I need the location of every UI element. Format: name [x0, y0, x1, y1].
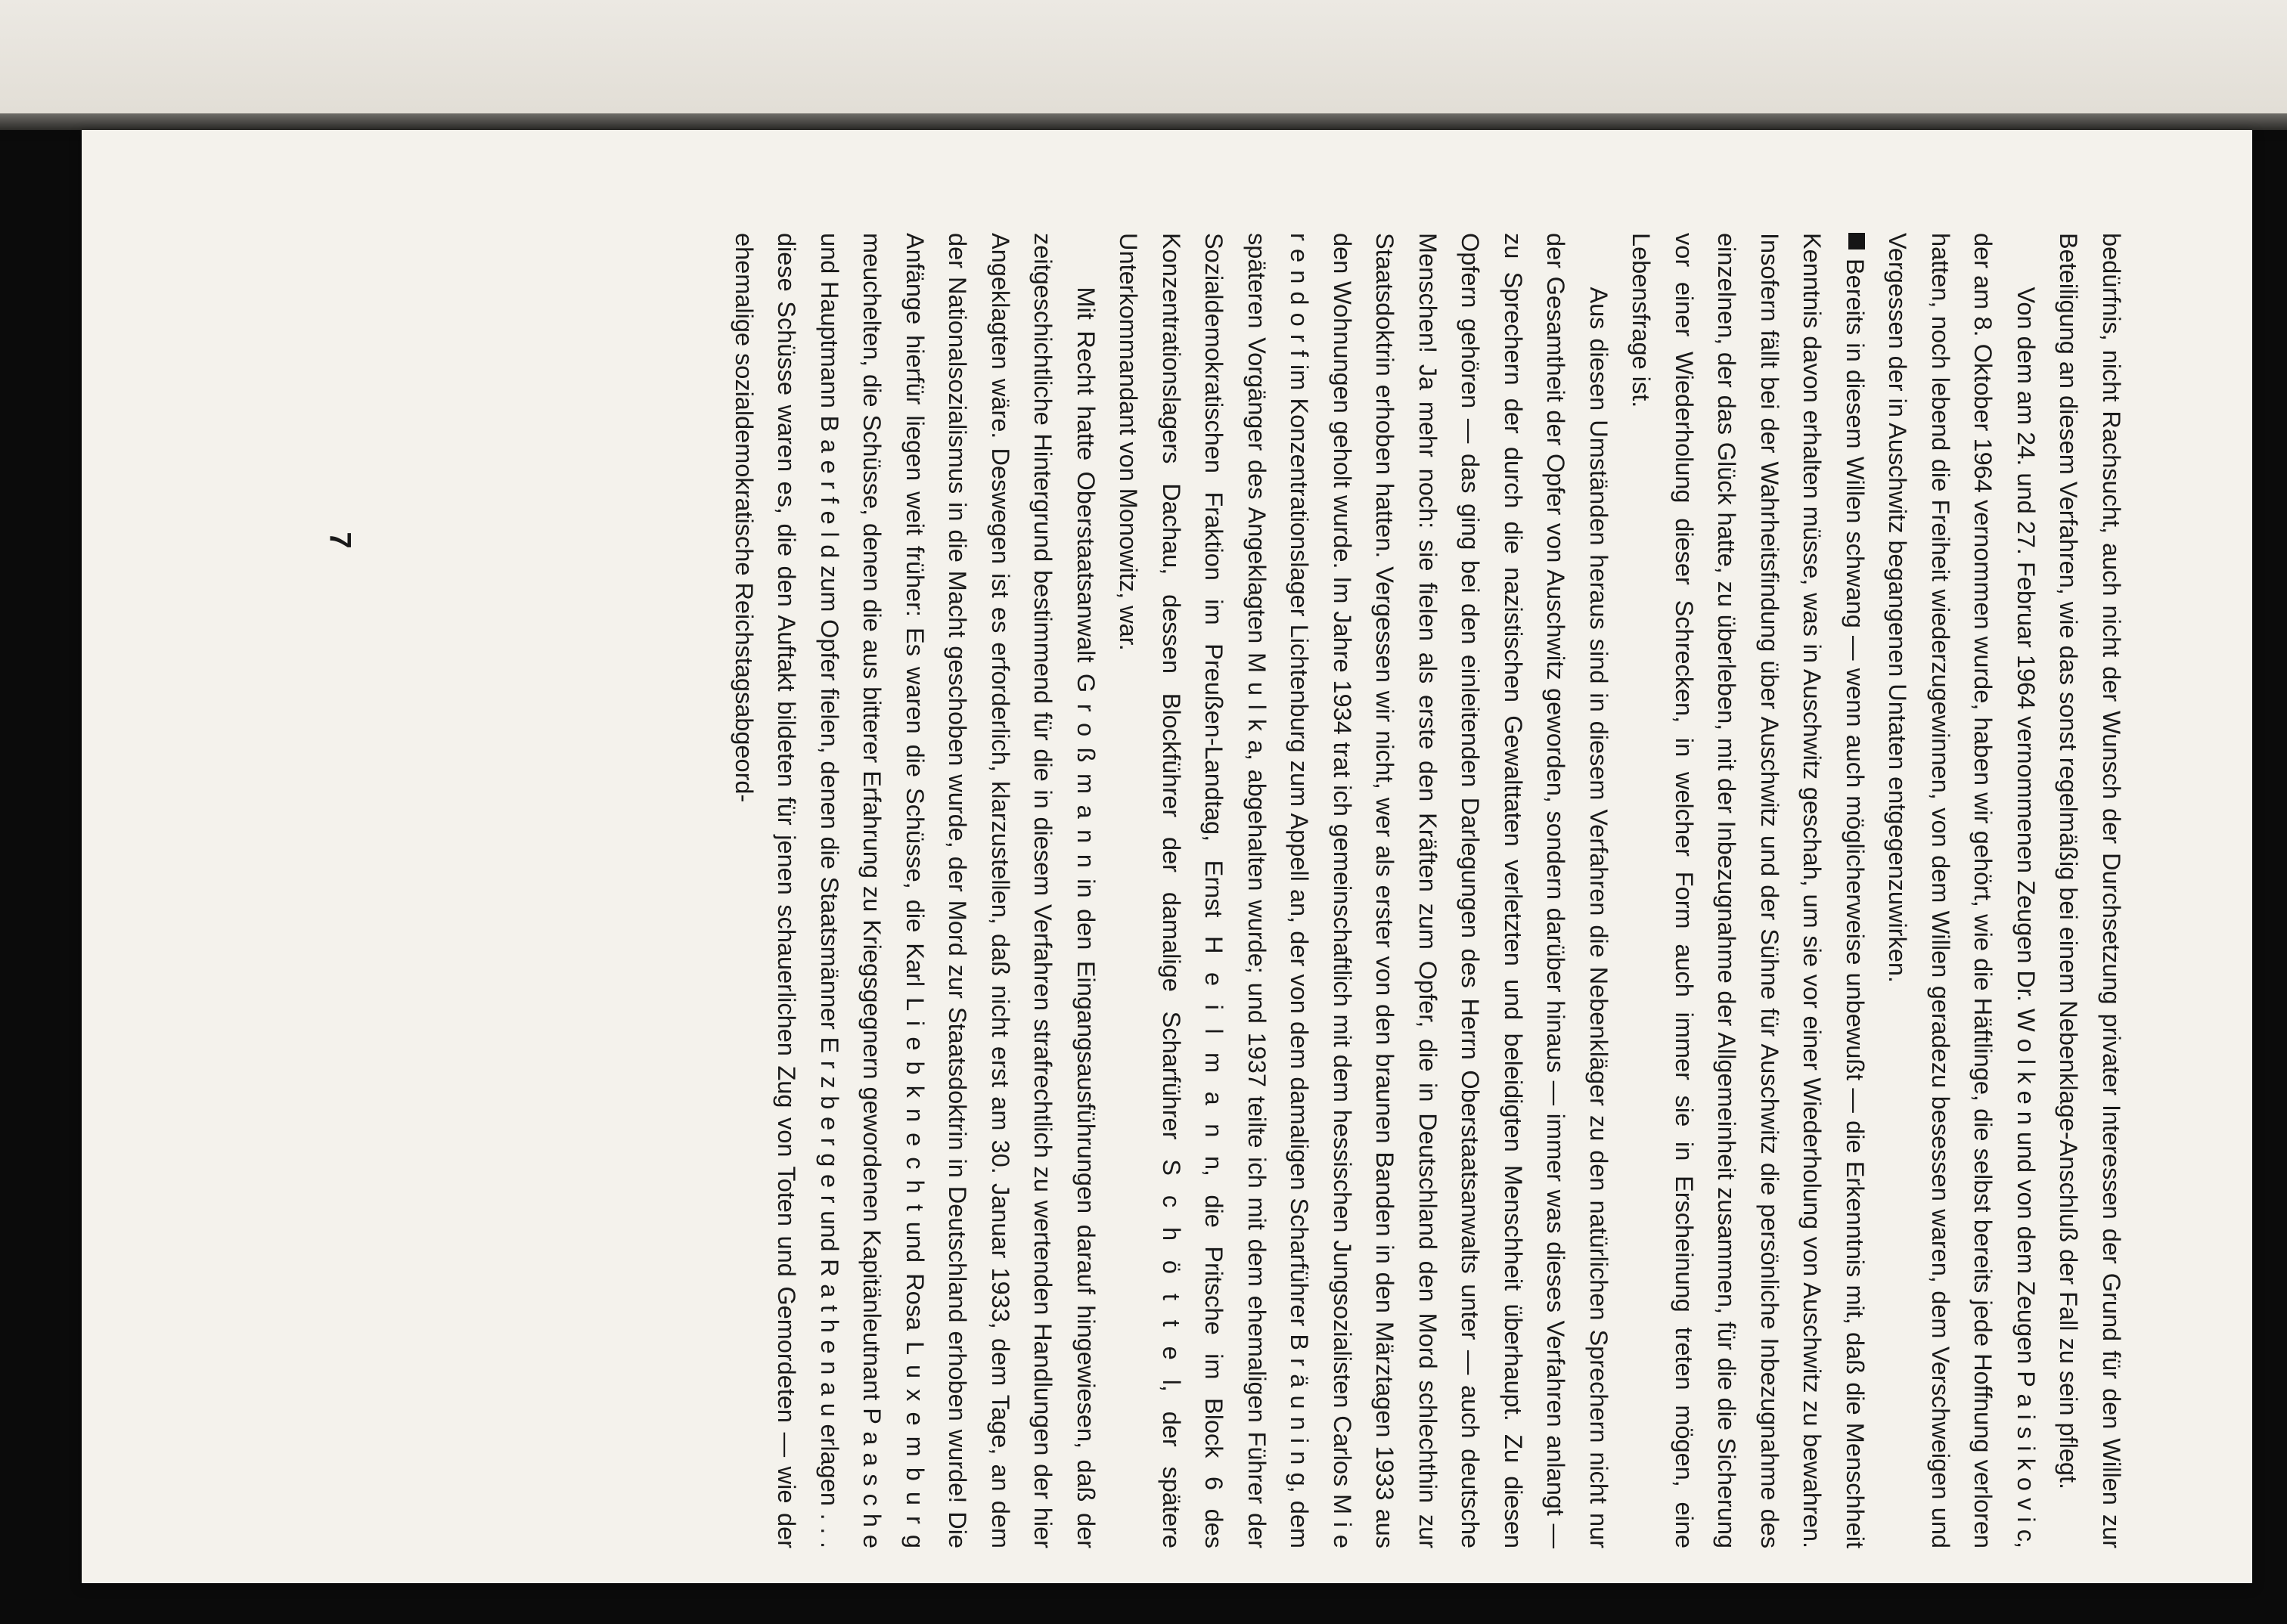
paragraph-2 [1876, 233, 2047, 1548]
body-text [723, 203, 2133, 1564]
paragraph-4 [1107, 233, 1620, 1548]
paragraph-3 [1620, 233, 1876, 1548]
paragraph-text: Aus diesen Umständen heraus sind in diesem Verfahren die Nebenkläger zu den natürlichen Sprechern nicht nur der Gesamtheit der Opfer von Auschwitz geworden, sondern darüber hinaus — immer was dieses Verfahren anlangt — zu Sprechern der durch die nazistischen Gewalttaten verletzten und beleidigten Menschheit überhaupt. Zu diesen Opfern gehören — das ging bei den einleitenden Darlegungen des Herrn Oberstaatsanwalts unter — auch deutsche Menschen! Ja mehr noch: sie fielen als erste den Kräften zum Opfer, die in Deutschland den Mord schlechthin zur Staatsdoktrin erhoben hatten. Vergessen wir nicht, wer als erster von den braunen Banden in den Märztagen 1933 aus den Wohnungen geholt wurde. Im Jahre 1934 trat ich gemeinschaftlich mit dem hessischen Jungsozialisten Carlos M i e r e n d o r f im Konzentrationslager Lichtenburg zum Appell an, der von dem damaligen Scharführer B r ä u n i n g, dem späteren Vorgänger des Angeklagten M u l k a, abgehalten wurde; und 1937 teilte ich mit dem ehemaligen Führer der Sozialdemokratischen Fraktion im Preußen-Landtag, Ernst H e i l m a n n, die Pritsche im Block 6 des Konzentrationslagers Dachau, dessen Blockführer der damalige Scharführer S c h ö t t e l, der spätere Unterkommandant von Monowitz, war. [1115, 233, 1612, 1548]
paragraph-1 [2047, 233, 2133, 1548]
paragraph-text: bedürfnis, nicht Rachsucht, auch nicht der Wunsch der Durchsetzung privater Interessen der Grund für den Willen zur Beteiligung an diesem Verfahren, wie das sonst regelmäßig bei einem Nebenklage-Anschluß der Fall zu sein pflegt. [2055, 233, 2125, 1548]
book-gutter [0, 113, 2287, 130]
square-bullet-icon [1848, 233, 1865, 249]
page-number: 7 [323, 532, 357, 549]
left-page-edge [0, 0, 2287, 113]
paragraph-text: Mit Recht hatte Oberstaatsanwalt G r o ß m a n n in den Eingangsausführungen darauf hingewiesen, daß der zeitgeschichtliche Hintergrund bestimmend für die in diesem Verfahren strafrechtlich zu wertenden Handlungen der hier Angeklagten wäre. Deswegen ist es erforderlich, klarzustellen, daß nicht erst am 30. Januar 1933, dem Tage, an dem der Nationalsozialismus in die Macht geschoben wurde, der Mord zur Staatsdoktrin in Deutschland erhoben wurde! Die Anfänge hierfür liegen weit früher: Es waren die Schüsse, die Karl L i e b k n e c h t und Rosa L u x e m b u r g meuchelten, die Schüsse, denen die aus bitterer Erfahrung zu Kriegsgegnern gewordenen Kapitänleutnant P a a s c h e und Hauptmann B a e r f e l d zum Opfer fielen, denen die Staatsmänner E r z b e r g e r und R a t h e n a u erlagen . . . diese Schüsse waren es, die den Auftakt bildeten für jenen schauerlichen Zug von Toten und Gemordeten — wie der ehemalige sozialdemokratische Reichstagsabgeord- [731, 233, 1100, 1548]
paragraph-text: Bereits in diesem Willen schwang — wenn auch möglicherweise unbewußt — die Erkenntnis mit, daß die Menschheit Kenntnis davon erhalten müsse, was in Auschwitz geschah, um sie vor einer Wiederholung von Auschwitz zu bewahren. Insofern fällt bei der Wahrheitsfindung über Auschwitz und der Sühne für Auschwitz die persönliche Inbezugnahme des einzelnen, der das Glück hatte, zu überleben, mit der Inbezugnahme der Allgemeinheit zusammen, für die die Sicherung vor einer Wiederholung dieser Schrecken, in welcher Form auch immer sie in Erscheinung treten mögen, eine Lebensfrage ist. [1628, 233, 1869, 1548]
paragraph-text: Von dem am 24. und 27. Februar 1964 vernommenen Zeugen Dr. W o l k e n und von dem Zeugen P a i s i k o v i c, der am 8. Oktober 1964 vernommen wurde, haben wir gehört, wie die Häftlinge, die selbst bereits jede Hoffnung verloren hatten, noch lebend die Freiheit wiederzugewinnen, von dem Willen geradezu besessen waren, dem Verschweigen und Vergessen der in Auschwitz begangenen Untaten entgegenzuwirken. [1884, 233, 2040, 1548]
left-page-fragments [1842, 0, 1956, 113]
paragraph-5 [723, 233, 1108, 1548]
page-text-area [731, 203, 2133, 1564]
